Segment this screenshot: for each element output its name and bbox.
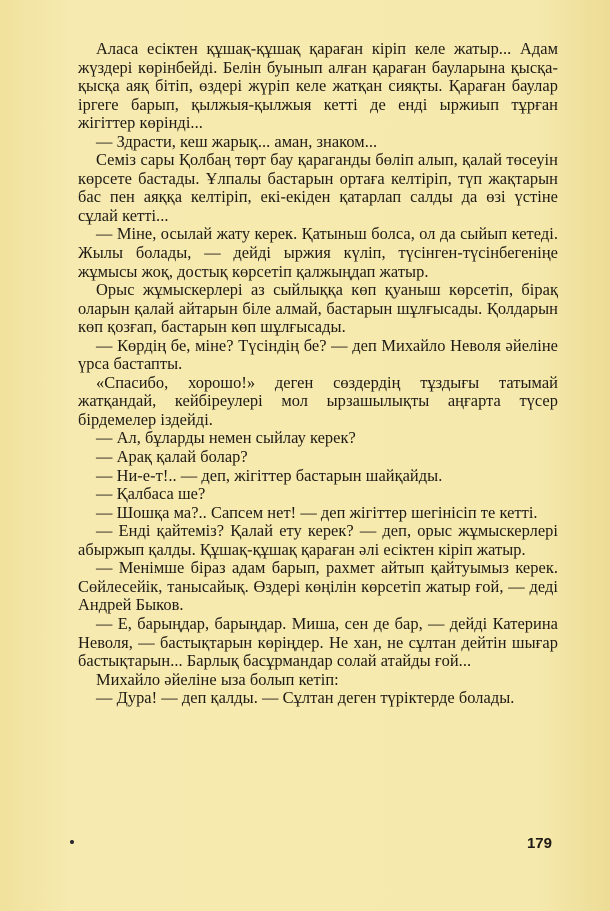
ink-dot bbox=[70, 840, 74, 844]
paragraph: — Енді қайтеміз? Қалай ету керек? — деп, орыс жұмыскерлері абыржып қалды. Құшақ-құшақ қараған әлі есіктен кіріп жатыр. bbox=[78, 521, 558, 559]
paragraph: — Дура! — деп қалды. — Сұлтан деген түріктерде болады. bbox=[96, 688, 515, 708]
paragraph: — Ал, бұларды немен сыйлау керек? bbox=[96, 428, 356, 448]
paragraph: Аласа есіктен құшақ-құшақ қараған кіріп келе жатыр... Адам жүздері көрінбейді. Белін буынып алған қараған бауларына қысқа-қысқа аяқ бітіп, өздері жүріп келе жатқан сияқты. Қараған баулар іргеге барып, қылжыя-қылжыя кетті де енді ыржиып тұрған жігіттер көрінді... bbox=[78, 39, 558, 133]
paragraph: — Көрдің бе, міне? Түсіндің бе? — деп Михайло Неволя әйеліне үрса бастапты. bbox=[78, 335, 558, 374]
paragraph: — Ни-е-т!.. — деп, жігіттер бастарын шайқайды. bbox=[96, 465, 443, 485]
paragraph: — Е, барыңдар, барыңдар. Миша, сен де бар, — дейді Катерина Неволя, — бастықтарын көріңдер. Не хан, не сұлтан дейтін шығар бастықтарын... Барлық басұрмандар солай атайды ғой... bbox=[78, 613, 558, 671]
paragraph: — Шошқа ма?.. Сапсем нет! — деп жігіттер шегінісіп те кетті. bbox=[96, 502, 538, 522]
page-number: 179 bbox=[526, 835, 552, 852]
paragraph: — Менімше біраз адам барып, рахмет айтып қайтуымыз керек. Сөйлесейік, танысайық. Өздері көңілін көрсетіп жатыр ғой, — деді Андрей Быков. bbox=[78, 558, 558, 615]
paragraph: — Міне, осылай жату керек. Қатыньш болса, ол да сыйып кетеді. Жылы болады, — дейді ыржия күліп, түсінген-түсінбегеніңе жұмысы жоқ, достық көрсетіп қалжыңдап жатыр. bbox=[78, 224, 558, 281]
paragraph: «Спасибо, хорошо!» деген сөздердің тұздығы татымай жатқандай, кейбіреулері мол ырзашылықты аңғарта түсер бірдемелер іздейді. bbox=[78, 372, 558, 429]
paragraph: — Арақ қалай болар? bbox=[96, 447, 248, 467]
paragraph: Михайло әйеліне ыза болып кетіп: bbox=[96, 669, 339, 689]
paragraph: Семіз сары Қолбаң төрт бау қараганды бөліп алып, қалай төсеуін көрсете бастады. Ұлпалы бастарын ортаға келтіріп, түп жақтарын бас пен аяққа келтіріп, екі-екіден қатарлап салды да өзі үстіне сұлай кетті... bbox=[78, 150, 558, 225]
paragraph: Орыс жұмыскерлері аз сыйлыққа көп қуаныш көрсетіп, бірақ оларын қалай айтарын біле алмай, бастарын шұлғысады. Қолдарын көп қозғап, бастарын көп шұлғысады. bbox=[78, 280, 558, 337]
body-text bbox=[78, 40, 558, 708]
paragraph: — Здрасти, кеш жарық... аман, знаком... bbox=[96, 131, 378, 151]
paragraph: — Қалбаса ше? bbox=[96, 484, 206, 504]
